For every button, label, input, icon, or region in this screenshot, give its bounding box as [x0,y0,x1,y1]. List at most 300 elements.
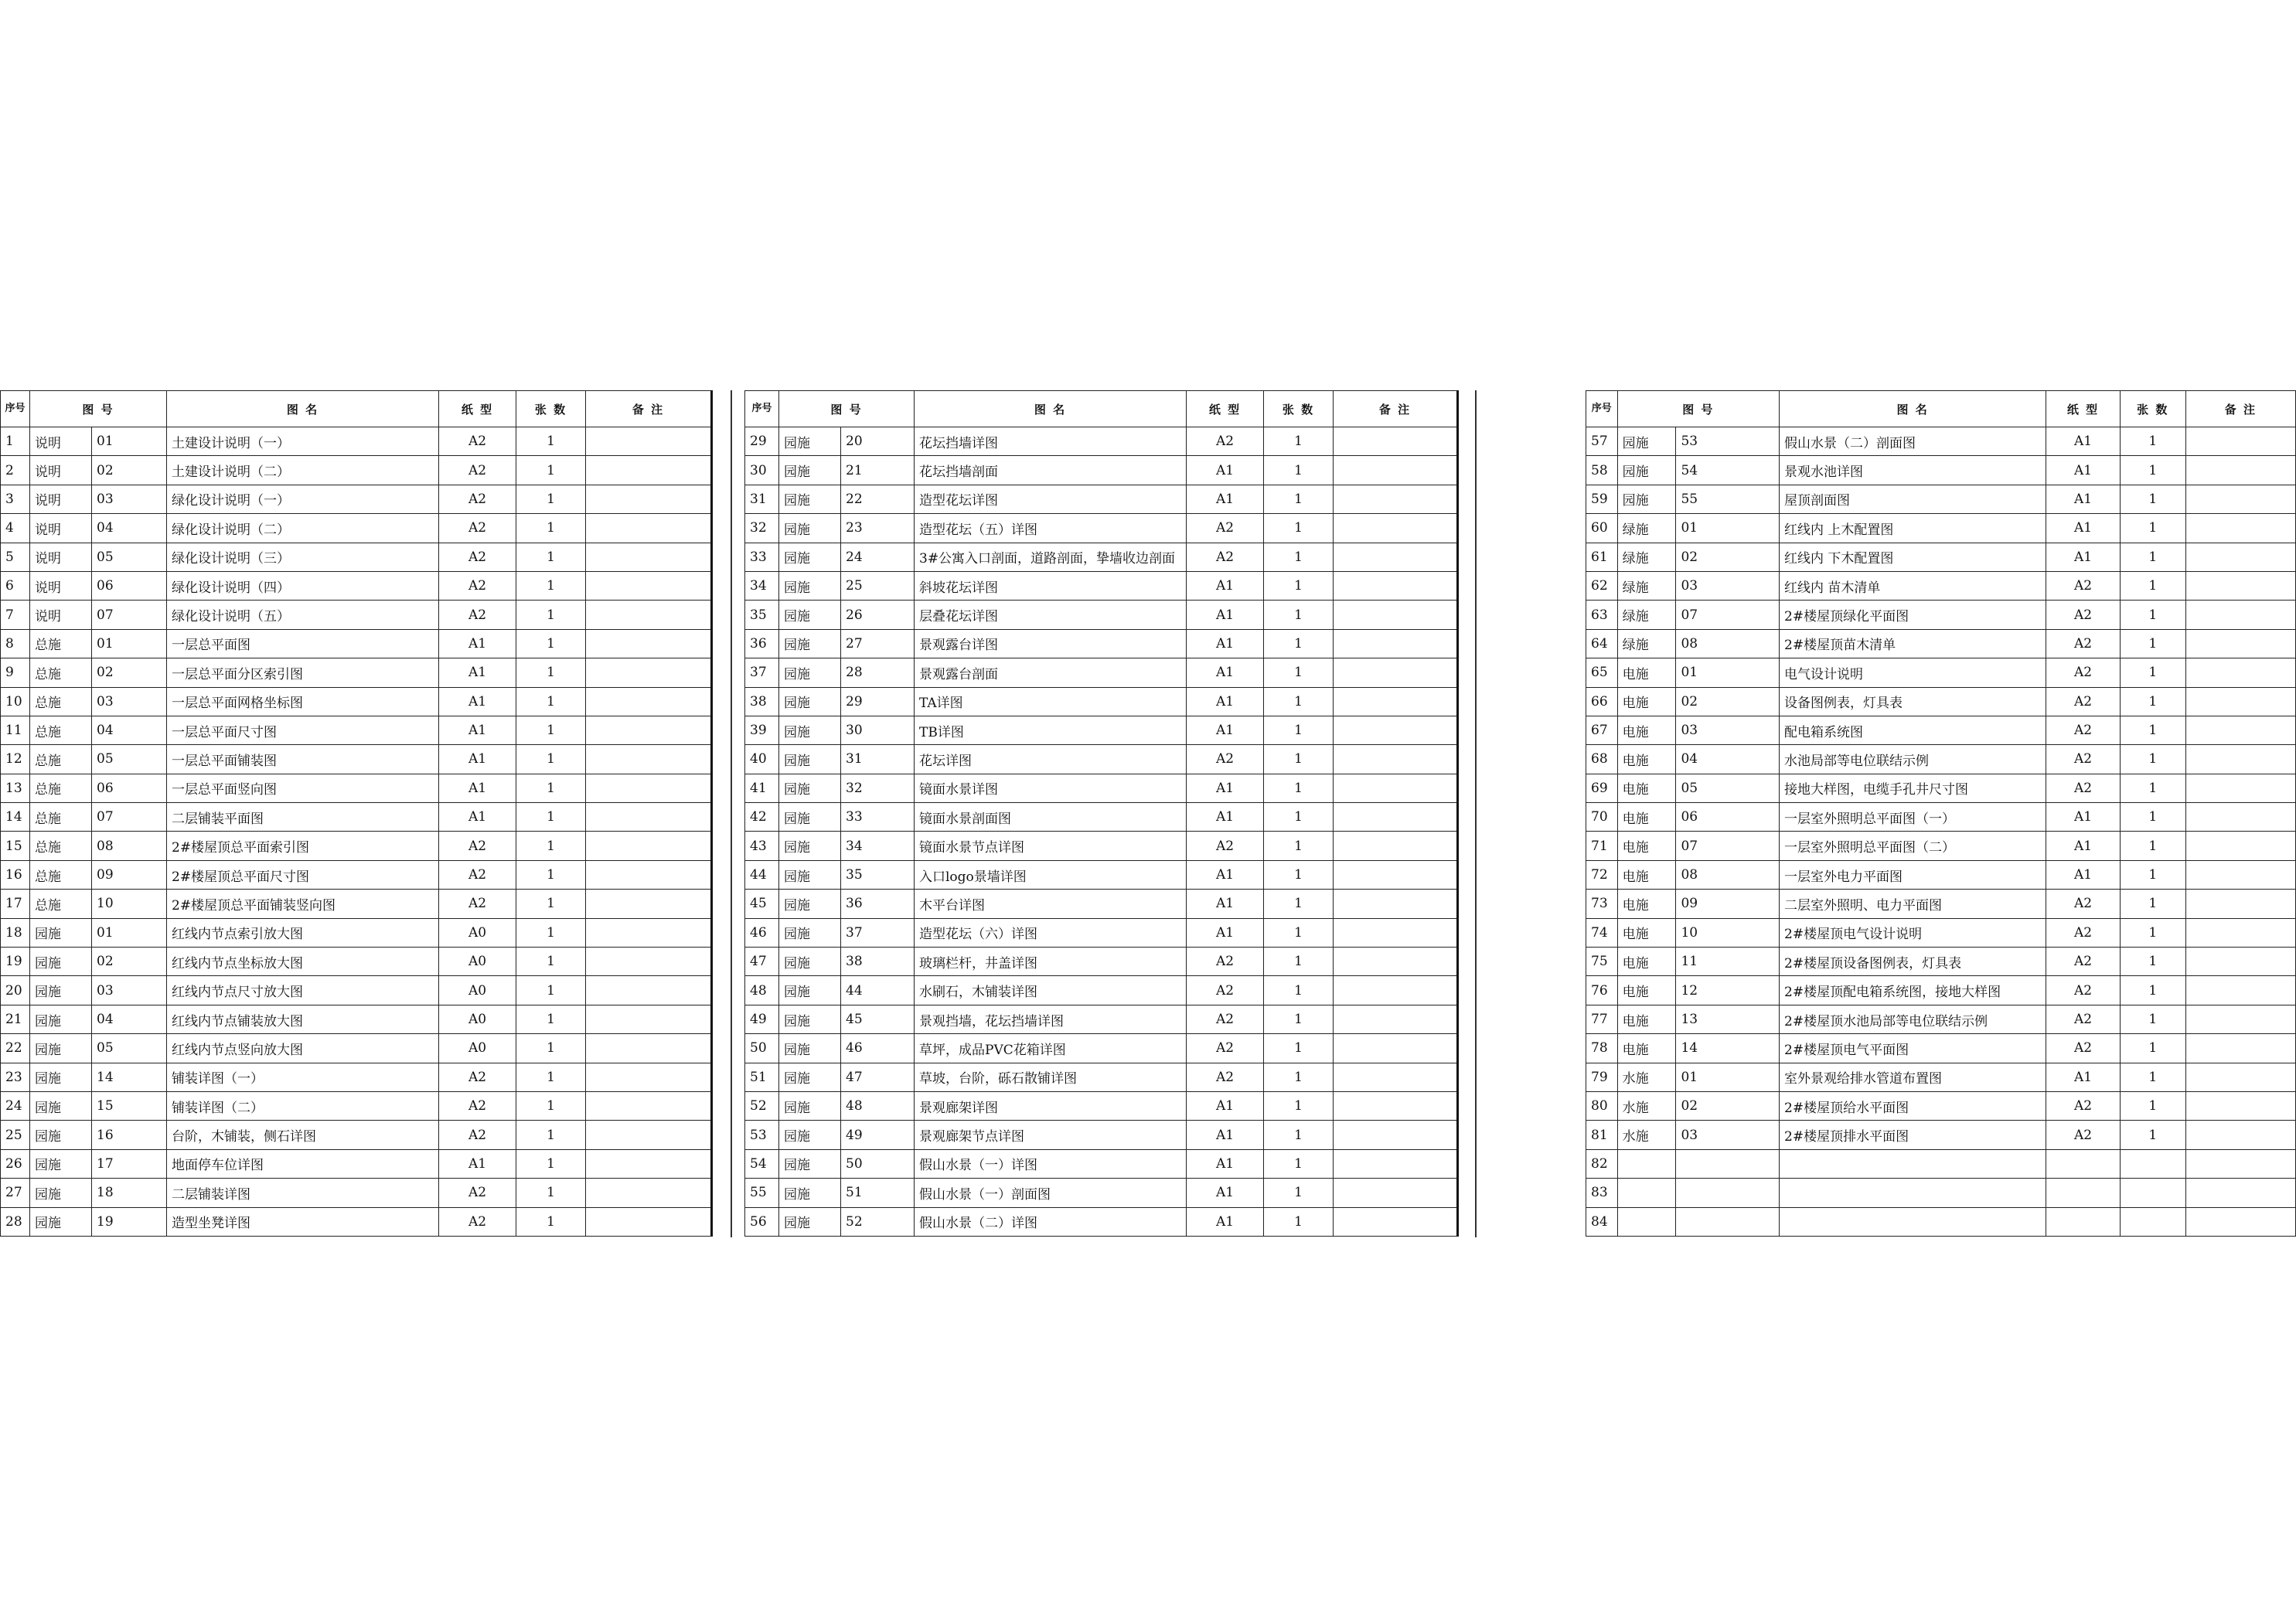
cell-drawing-name: 镜面水景详图 [915,774,1187,802]
cell-drawing-name: 草坡，台阶，砾石散铺详图 [915,1063,1187,1091]
cell-paper-size: A2 [1187,1005,1264,1033]
cell-seq: 23 [1,1063,30,1091]
cell-category: 绿施 [1617,514,1676,543]
cell-sheet-count: 1 [1264,890,1334,918]
cell-seq: 15 [1,832,30,860]
cell-category: 总施 [30,860,92,889]
cell-note [2185,948,2295,976]
cell-seq: 52 [745,1091,779,1120]
cell-sheet-count: 1 [516,514,586,543]
cell-note [586,571,712,600]
cell-drawing-name: 花坛挡墙详图 [915,427,1187,456]
cell-number: 07 [92,803,167,832]
cell-paper-size: A2 [1187,745,1264,774]
cell-paper-size: A1 [439,629,516,658]
table-row [1586,774,2296,802]
cell-note [586,514,712,543]
cell-paper-size: A2 [2046,716,2121,744]
cell-seq: 12 [1,745,30,774]
cell-drawing-name: 一层总平面尺寸图 [167,716,439,744]
table-row [1586,918,2296,947]
cell-drawing-name: 景观廊架节点详图 [915,1121,1187,1149]
cell-sheet-count: 1 [2120,427,2185,456]
cell-seq: 7 [1,601,30,629]
table-row [745,976,1458,1005]
cell-number: 05 [92,543,167,571]
cell-drawing-name: 造型花坛（五）详图 [915,514,1187,543]
cell-drawing-name: 景观露台剖面 [915,658,1187,687]
table-row [1586,948,2296,976]
cell-category: 电施 [1617,832,1676,860]
cell-paper-size: A1 [1187,658,1264,687]
cell-paper-size: A2 [439,1063,516,1091]
cell-sheet-count: 1 [2120,1121,2185,1149]
cell-seq: 46 [745,918,779,947]
cell-drawing-name: 镜面水景节点详图 [915,832,1187,860]
cell-number: 22 [841,485,915,513]
cell-number: 01 [1676,1063,1780,1091]
table-row [1,687,712,716]
cell-sheet-count: 1 [2120,1005,2185,1033]
cell-seq: 32 [745,514,779,543]
table-row [1,658,712,687]
cell-number: 02 [92,456,167,485]
cell-number: 15 [92,1091,167,1120]
cell-number: 36 [841,890,915,918]
cell-sheet-count: 1 [516,1207,586,1236]
table-row [1586,1207,2296,1236]
table-row [1586,1005,2296,1033]
table-row [1,543,712,571]
cell-number: 05 [1676,774,1780,802]
cell-note [1334,629,1458,658]
table-row [1,890,712,918]
cell-drawing-name: 2#楼屋顶设备图例表，灯具表 [1780,948,2046,976]
cell-drawing-name: 景观廊架详图 [915,1091,1187,1120]
header-drawing-name: 图 名 [1780,391,2046,427]
cell-paper-size: A2 [2046,571,2121,600]
cell-note [1334,571,1458,600]
cell-seq: 1 [1,427,30,456]
cell-note [2185,832,2295,860]
cell-drawing-name: 2#楼屋顶苗木清单 [1780,629,2046,658]
table-row [1,803,712,832]
cell-number: 33 [841,803,915,832]
cell-seq: 73 [1586,890,1618,918]
table-row [1586,1034,2296,1063]
cell-number: 34 [841,832,915,860]
table-row [745,427,1458,456]
cell-sheet-count: 1 [516,745,586,774]
cell-sheet-count: 1 [1264,1179,1334,1207]
cell-paper-size: A2 [1187,514,1264,543]
cell-number: 14 [92,1063,167,1091]
cell-paper-size: A1 [1187,1179,1264,1207]
cell-note [2185,601,2295,629]
cell-note [2185,427,2295,456]
table-row [1,948,712,976]
cell-drawing-name: 土建设计说明（二） [167,456,439,485]
cell-paper-size: A1 [439,658,516,687]
cell-category: 园施 [779,1034,841,1063]
cell-note [586,745,712,774]
cell-drawing-name: 一层室外照明总平面图（二） [1780,832,2046,860]
cell-paper-size: A1 [439,745,516,774]
cell-note [1334,1034,1458,1063]
cell-number: 01 [92,918,167,947]
cell-category: 总施 [30,658,92,687]
cell-category: 电施 [1617,1034,1676,1063]
cell-category: 园施 [779,629,841,658]
cell-number: 38 [841,948,915,976]
table-row [1,1034,712,1063]
table-row [1,427,712,456]
cell-number: 10 [1676,918,1780,947]
table-row [1586,1149,2296,1178]
cell-note [586,918,712,947]
cell-seq: 68 [1586,745,1618,774]
cell-seq: 55 [745,1179,779,1207]
cell-number: 27 [841,629,915,658]
table-row [1,456,712,485]
cell-paper-size: A1 [2046,860,2121,889]
cell-sheet-count: 1 [1264,1207,1334,1236]
cell-note [2185,1149,2295,1178]
table-row [1,976,712,1005]
cell-seq: 44 [745,860,779,889]
cell-seq: 78 [1586,1034,1618,1063]
cell-seq: 40 [745,745,779,774]
cell-note [586,716,712,744]
cell-seq: 59 [1586,485,1618,513]
cell-note [2185,716,2295,744]
header-seq: 序号 [1586,391,1618,427]
cell-category: 园施 [30,1063,92,1091]
cell-category: 绿施 [1617,629,1676,658]
cell-seq: 64 [1586,629,1618,658]
cell-drawing-name: 一层总平面竖向图 [167,774,439,802]
header-drawing-name: 图 名 [915,391,1187,427]
cell-sheet-count: 1 [2120,629,2185,658]
drawing-list-table [0,390,713,1237]
cell-note [586,1179,712,1207]
cell-sheet-count: 1 [516,427,586,456]
cell-drawing-name: 绿化设计说明（四） [167,571,439,600]
cell-sheet-count: 1 [516,890,586,918]
cell-sheet-count: 1 [2120,860,2185,889]
cell-sheet-count: 1 [2120,832,2185,860]
cell-paper-size: A2 [2046,1091,2121,1120]
header-note: 备 注 [1334,391,1458,427]
cell-category: 说明 [30,543,92,571]
table-row [1586,1179,2296,1207]
cell-drawing-name: 假山水景（一）剖面图 [915,1179,1187,1207]
cell-drawing-name: 设备图例表，灯具表 [1780,687,2046,716]
cell-seq: 2 [1,456,30,485]
cell-sheet-count: 1 [516,832,586,860]
cell-drawing-name: 造型花坛（六）详图 [915,918,1187,947]
cell-note [2185,1063,2295,1091]
cell-number: 02 [92,948,167,976]
table-header-row [745,391,1458,427]
cell-sheet-count: 1 [2120,890,2185,918]
cell-category [1617,1179,1676,1207]
cell-paper-size: A2 [439,890,516,918]
cell-seq: 41 [745,774,779,802]
cell-seq: 75 [1586,948,1618,976]
cell-drawing-name: 造型花坛详图 [915,485,1187,513]
cell-note [1334,832,1458,860]
cell-sheet-count: 1 [1264,571,1334,600]
cell-seq: 56 [745,1207,779,1236]
cell-sheet-count: 1 [1264,803,1334,832]
cell-sheet-count: 1 [2120,601,2185,629]
cell-sheet-count: 1 [1264,601,1334,629]
cell-number: 02 [92,658,167,687]
cell-category: 水施 [1617,1091,1676,1120]
cell-drawing-name: 红线内 苗木清单 [1780,571,2046,600]
cell-number: 21 [841,456,915,485]
cell-drawing-name: 二层室外照明、电力平面图 [1780,890,2046,918]
table-row [1,918,712,947]
cell-paper-size: A1 [1187,803,1264,832]
sheet-divider [1475,390,1477,1237]
cell-category: 园施 [779,571,841,600]
cell-note [1334,803,1458,832]
cell-number: 37 [841,918,915,947]
cell-seq: 67 [1586,716,1618,744]
cell-paper-size: A2 [1187,1063,1264,1091]
cell-seq: 50 [745,1034,779,1063]
table-row [1,774,712,802]
cell-sheet-count: 1 [2120,1091,2185,1120]
cell-number: 03 [1676,571,1780,600]
cell-sheet-count: 1 [516,1149,586,1178]
cell-number: 17 [92,1149,167,1178]
cell-paper-size: A2 [2046,890,2121,918]
cell-number: 12 [1676,976,1780,1005]
cell-number: 49 [841,1121,915,1149]
cell-number: 13 [1676,1005,1780,1033]
cell-seq: 53 [745,1121,779,1149]
cell-note [586,1005,712,1033]
cell-drawing-name: 层叠花坛详图 [915,601,1187,629]
table-row [1,716,712,744]
cell-drawing-name: 红线内节点坐标放大图 [167,948,439,976]
cell-category: 电施 [1617,716,1676,744]
table-row [1,571,712,600]
cell-seq: 19 [1,948,30,976]
cell-seq: 38 [745,687,779,716]
header-paper: 纸 型 [1187,391,1264,427]
cell-seq: 65 [1586,658,1618,687]
cell-category: 总施 [30,803,92,832]
cell-drawing-name: 入口logo景墙详图 [915,860,1187,889]
cell-drawing-name: 2#楼屋顶电气平面图 [1780,1034,2046,1063]
cell-number: 31 [841,745,915,774]
table-row [1586,485,2296,513]
cell-seq: 84 [1586,1207,1618,1236]
cell-seq: 10 [1,687,30,716]
cell-category: 园施 [779,1091,841,1120]
cell-seq: 14 [1,803,30,832]
cell-note [2185,890,2295,918]
cell-paper-size: A1 [1187,860,1264,889]
cell-number: 08 [92,832,167,860]
cell-number: 04 [92,716,167,744]
cell-category: 园施 [779,860,841,889]
cell-number [1676,1149,1780,1178]
cell-drawing-name: 铺装详图（二） [167,1091,439,1120]
cell-number: 29 [841,687,915,716]
cell-category: 园施 [779,948,841,976]
cell-drawing-name: 景观露台详图 [915,629,1187,658]
cell-category: 总施 [30,832,92,860]
cell-drawing-name: 2#楼屋顶总平面尺寸图 [167,860,439,889]
cell-paper-size: A1 [2046,1063,2121,1091]
table-row [745,1179,1458,1207]
header-drawing-no: 图 号 [1617,391,1779,427]
cell-paper-size: A2 [2046,629,2121,658]
cell-number: 06 [1676,803,1780,832]
cell-seq: 72 [1586,860,1618,889]
cell-drawing-name: 绿化设计说明（一） [167,485,439,513]
table-row [745,860,1458,889]
cell-sheet-count: 1 [516,1063,586,1091]
cell-seq: 70 [1586,803,1618,832]
table-row [1,601,712,629]
table-row [1586,976,2296,1005]
cell-drawing-name: 一层总平面分区索引图 [167,658,439,687]
table-row [1,485,712,513]
cell-sheet-count: 1 [1264,745,1334,774]
cell-drawing-name: 3#公寓入口剖面，道路剖面，挚墙收边剖面 [915,543,1187,571]
table-row [1586,890,2296,918]
cell-number: 03 [1676,1121,1780,1149]
cell-category: 电施 [1617,918,1676,947]
table-row [745,1063,1458,1091]
cell-note [2185,1005,2295,1033]
cell-category: 园施 [779,745,841,774]
cell-category: 园施 [779,1005,841,1033]
cell-number: 06 [92,774,167,802]
cell-note [1334,543,1458,571]
table-row [1586,456,2296,485]
table-row [1586,832,2296,860]
table-row [745,918,1458,947]
drawing-list-table [744,390,1459,1237]
cell-category: 园施 [1617,485,1676,513]
table-row [1,1005,712,1033]
cell-seq: 31 [745,485,779,513]
table-row [1586,427,2296,456]
drawing-list-table [1586,390,2296,1237]
cell-note [586,427,712,456]
cell-paper-size: A1 [2046,543,2121,571]
sheet-divider [731,390,732,1237]
cell-sheet-count: 1 [2120,976,2185,1005]
cell-seq: 77 [1586,1005,1618,1033]
cell-sheet-count: 1 [2120,687,2185,716]
table-row [745,890,1458,918]
cell-paper-size: A1 [439,687,516,716]
cell-paper-size: A2 [439,514,516,543]
cell-drawing-name: 红线内节点铺装放大图 [167,1005,439,1033]
cell-category: 园施 [30,1034,92,1063]
cell-sheet-count: 1 [1264,860,1334,889]
table-row [1,1091,712,1120]
cell-seq: 11 [1,716,30,744]
cell-paper-size: A1 [2046,485,2121,513]
cell-number: 07 [1676,832,1780,860]
cell-sheet-count: 1 [1264,918,1334,947]
cell-sheet-count: 1 [1264,543,1334,571]
cell-sheet-count [2120,1207,2185,1236]
cell-drawing-name: 红线内节点尺寸放大图 [167,976,439,1005]
header-sheets: 张 数 [2120,391,2185,427]
cell-sheet-count: 1 [1264,1034,1334,1063]
cell-paper-size: A1 [2046,456,2121,485]
cell-paper-size: A2 [2046,918,2121,947]
cell-number: 05 [92,1034,167,1063]
cell-note [586,629,712,658]
cell-drawing-name: TB详图 [915,716,1187,744]
cell-number: 02 [1676,1091,1780,1120]
cell-note [1334,658,1458,687]
cell-note [2185,745,2295,774]
cell-drawing-name: 红线内节点竖向放大图 [167,1034,439,1063]
header-seq: 序号 [1,391,30,427]
cell-paper-size: A2 [439,1091,516,1120]
cell-category: 电施 [1617,687,1676,716]
cell-seq: 35 [745,601,779,629]
cell-category: 电施 [1617,948,1676,976]
table-row [745,774,1458,802]
cell-sheet-count: 1 [1264,774,1334,802]
cell-note [1334,890,1458,918]
header-paper: 纸 型 [2046,391,2121,427]
cell-seq: 20 [1,976,30,1005]
cell-number: 01 [1676,514,1780,543]
cell-paper-size: A2 [2046,745,2121,774]
cell-seq: 54 [745,1149,779,1178]
table-row [1586,543,2296,571]
table-row [745,1034,1458,1063]
cell-sheet-count: 1 [516,658,586,687]
table-row [745,803,1458,832]
cell-seq: 4 [1,514,30,543]
cell-paper-size: A1 [1187,687,1264,716]
cell-paper-size: A1 [1187,601,1264,629]
cell-note [586,803,712,832]
cell-seq: 66 [1586,687,1618,716]
cell-drawing-name [1780,1207,2046,1236]
cell-seq: 26 [1,1149,30,1178]
cell-note [1334,1179,1458,1207]
cell-sheet-count: 1 [1264,427,1334,456]
cell-paper-size: A1 [2046,514,2121,543]
cell-seq: 74 [1586,918,1618,947]
cell-sheet-count: 1 [1264,629,1334,658]
cell-seq: 8 [1,629,30,658]
cell-seq: 49 [745,1005,779,1033]
table-row [745,745,1458,774]
cell-sheet-count: 1 [1264,1005,1334,1033]
cell-note [586,543,712,571]
cell-sheet-count: 1 [516,1179,586,1207]
cell-sheet-count: 1 [1264,514,1334,543]
cell-paper-size: A2 [2046,1034,2121,1063]
